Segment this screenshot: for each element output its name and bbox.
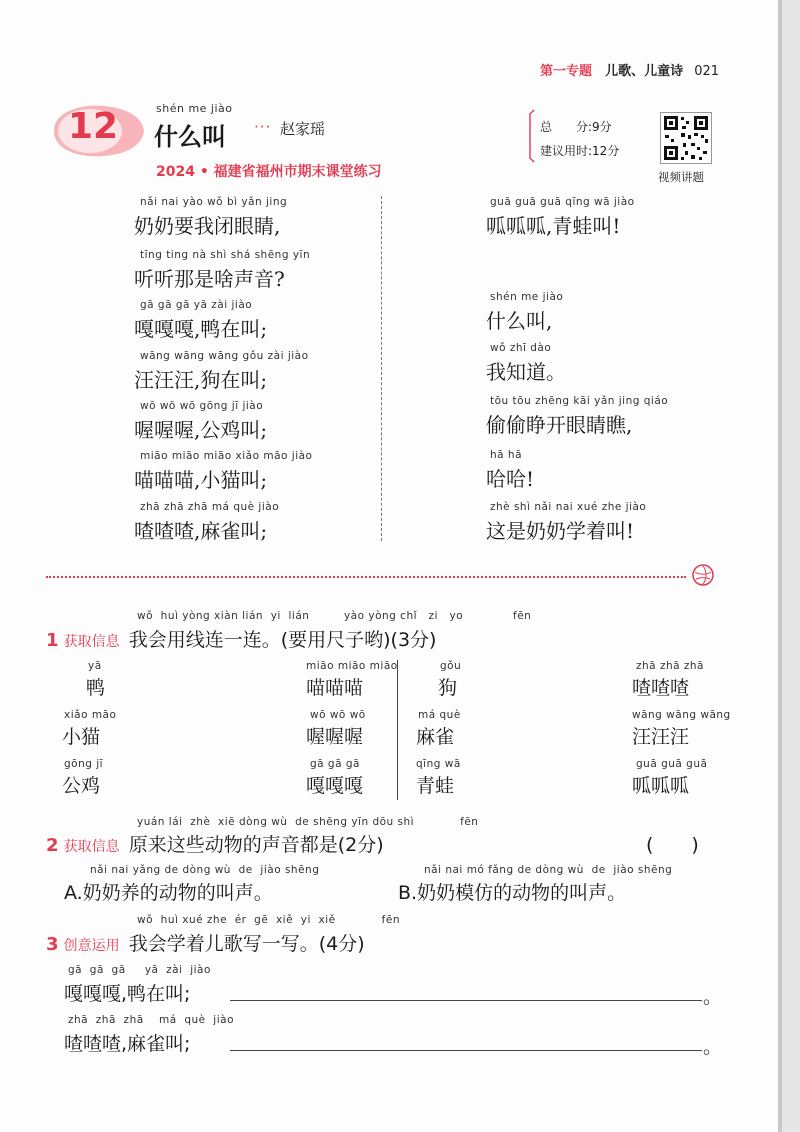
video-label: 视频讲题 — [658, 170, 704, 184]
q1-col2-pinyin-1: miāo miāo miāo — [306, 660, 398, 672]
q3-line1-text: 嘎嘎嘎,鸭在叫; — [64, 983, 191, 1005]
q1-col4-item-3: 呱呱呱 — [632, 775, 690, 797]
q3-header — [46, 929, 365, 956]
q3-line2-text: 喳喳喳,麻雀叫; — [64, 1033, 191, 1055]
q1-col3-pinyin-1: gǒu — [440, 660, 462, 672]
q1-header — [46, 625, 436, 652]
poem-left-pinyin-3: gā gā gā yā zài jiào — [140, 299, 253, 311]
poem-left-line-1: 奶奶要我闭眼睛, — [134, 214, 281, 238]
q1-col1-item-1: 鸭 — [86, 677, 106, 699]
poem-left-pinyin-2: tīng ting nà shì shá shēng yīn — [140, 249, 311, 261]
poem-right-line-5: 哈哈! — [486, 467, 535, 491]
q2-optionB-pinyin: nǎi nai mó fǎng de dòng wù de jiào shēng — [424, 864, 673, 876]
lesson-badge — [46, 102, 146, 160]
q3-pinyin: wǒ huì xué zhe ér gē xiě yi xiě fēn — [137, 914, 400, 926]
q1-col1-pinyin-1: yā — [88, 660, 102, 672]
q1-col4-pinyin-2: wāng wāng wāng — [632, 709, 731, 721]
poem-right-line-2: 什么叫, — [486, 309, 553, 333]
poem-left-line-5: 喔喔喔,公鸡叫; — [134, 418, 268, 442]
poem-left-line-7: 喳喳喳,麻雀叫; — [134, 519, 268, 543]
qr-code[interactable] — [660, 112, 712, 164]
q2-optionB[interactable]: B.奶奶模仿的动物的叫声。 — [398, 882, 627, 904]
exercise-source: 2024 • 福建省福州市期末课堂练习 — [156, 164, 382, 180]
q3-line2-pinyin: zhā zhā zhā má què jiào — [68, 1014, 234, 1026]
q2-text: 原来这些动物的声音都是(2分) — [128, 834, 384, 856]
poem-left-pinyin-1: nǎi nai yào wǒ bì yǎn jing — [140, 196, 288, 208]
poem-left-line-6: 喵喵喵,小猫叫; — [134, 468, 268, 492]
author: 赵家瑶 — [280, 120, 326, 138]
lesson-title: 什么叫 — [154, 123, 226, 151]
poem-right-pinyin-6: zhè shì nǎi nai xué zhe jiào — [490, 501, 647, 513]
q3-line1-pinyin: gā gā gā yā zài jiào — [68, 964, 211, 976]
page-number: 021 — [694, 64, 720, 79]
q3-line1-answer[interactable] — [230, 1000, 702, 1001]
q1-col1-pinyin-3: gōng jī — [64, 758, 104, 770]
poem-left-pinyin-4: wāng wāng wāng gǒu zài jiào — [140, 350, 309, 362]
poem-right-line-1: 呱呱呱,青蛙叫! — [486, 214, 621, 238]
poem-right-line-6: 这是奶奶学着叫! — [486, 519, 635, 543]
q1-col3-item-1: 狗 — [438, 677, 458, 699]
lesson-number: 12 — [68, 106, 119, 147]
q1-col3-item-3: 青蛙 — [416, 775, 455, 797]
poem-right-pinyin-3: wǒ zhī dào — [490, 342, 552, 354]
q1-col2-item-2: 喔喔喔 — [306, 726, 364, 748]
q2-answer-paren[interactable]: ( ) — [646, 834, 699, 856]
q1-divider — [397, 660, 398, 800]
q1-col4-pinyin-3: guā guā guā — [636, 758, 708, 770]
q1-col3-pinyin-2: má què — [418, 709, 461, 721]
q3-number: 3 — [46, 934, 59, 955]
header-topic: 儿歌、儿童诗 — [605, 64, 684, 79]
poem-left-line-2: 听听那是啥声音? — [134, 267, 285, 291]
q1-text: 我会用线连一连。(要用尺子哟)(3分) — [128, 629, 437, 651]
qr-code-image — [661, 113, 711, 163]
time-label: 建议用时:12分 — [540, 144, 620, 158]
q1-col3-pinyin-3: qīng wā — [416, 758, 461, 770]
q2-tag: 获取信息 — [63, 839, 120, 855]
q3-tag: 创意运用 — [63, 938, 120, 954]
title-pinyin: shén me jiào — [156, 102, 233, 115]
q1-col1-item-2: 小猫 — [62, 726, 101, 748]
poem-left-pinyin-5: wō wō wō gōng jī jiào — [140, 400, 264, 412]
q2-optionA[interactable]: A.奶奶养的动物的叫声。 — [64, 882, 273, 904]
section-separator — [46, 576, 686, 578]
poem-left-pinyin-6: miāo miāo miāo xiǎo māo jiào — [140, 450, 313, 462]
q1-tag: 获取信息 — [63, 634, 120, 650]
score-box — [528, 108, 648, 164]
q2-pinyin: yuán lái zhè xiē dòng wù de shēng yīn dōu shì fēn — [137, 816, 479, 828]
q1-pinyin: wǒ huì yòng xiàn lián yi lián yào yòng chǐ zi yo fēn — [137, 610, 532, 622]
q1-number: 1 — [46, 630, 59, 651]
poem-divider — [381, 196, 382, 541]
score-label: 总 分:9分 — [540, 120, 612, 134]
q2-optionA-pinyin: nǎi nai yǎng de dòng wù de jiào shēng — [90, 864, 320, 876]
q1-col4-item-2: 汪汪汪 — [632, 726, 690, 748]
q1-col2-item-1: 喵喵喵 — [306, 677, 364, 699]
poem-right-pinyin-5: hā hā — [490, 449, 523, 461]
q3-text: 我会学着儿歌写一写。(4分) — [128, 933, 365, 955]
q1-col2-item-3: 嘎嘎嘎 — [306, 775, 364, 797]
poem-left-line-3: 嘎嘎嘎,鸭在叫; — [134, 317, 268, 341]
q1-col1-pinyin-2: xiǎo māo — [64, 709, 117, 721]
poem-left-pinyin-7: zhā zhā zhā má què jiào — [140, 501, 280, 513]
q3-line2-end: 。 — [703, 1036, 723, 1058]
poem-right-pinyin-4: tōu tōu zhēng kāi yǎn jing qiáo — [490, 395, 669, 407]
flower-icon — [690, 562, 716, 588]
q1-col2-pinyin-2: wō wō wō — [310, 709, 366, 721]
q1-col2-pinyin-3: gā gā gā — [310, 758, 360, 770]
poem-right-pinyin-1: guā guā guā qīng wā jiào — [490, 196, 635, 208]
poem-right-pinyin-2: shén me jiào — [490, 291, 564, 303]
q2-number: 2 — [46, 835, 59, 856]
poem-right-line-4: 偷偷睁开眼睛瞧, — [486, 413, 633, 437]
q1-col4-pinyin-1: zhā zhā zhā — [636, 660, 704, 672]
q3-line2-answer[interactable] — [230, 1050, 702, 1051]
q2-header — [46, 830, 384, 857]
q1-col4-item-1: 喳喳喳 — [632, 677, 690, 699]
poem-left-line-4: 汪汪汪,狗在叫; — [134, 368, 268, 392]
page-header — [540, 60, 719, 79]
header-special: 第一专题 — [540, 64, 593, 79]
q1-col1-item-3: 公鸡 — [62, 775, 101, 797]
title-dots: ··· — [254, 118, 272, 136]
q1-col3-item-2: 麻雀 — [416, 726, 455, 748]
poem-right-line-3: 我知道。 — [486, 360, 566, 384]
q3-line1-end: 。 — [703, 986, 723, 1008]
